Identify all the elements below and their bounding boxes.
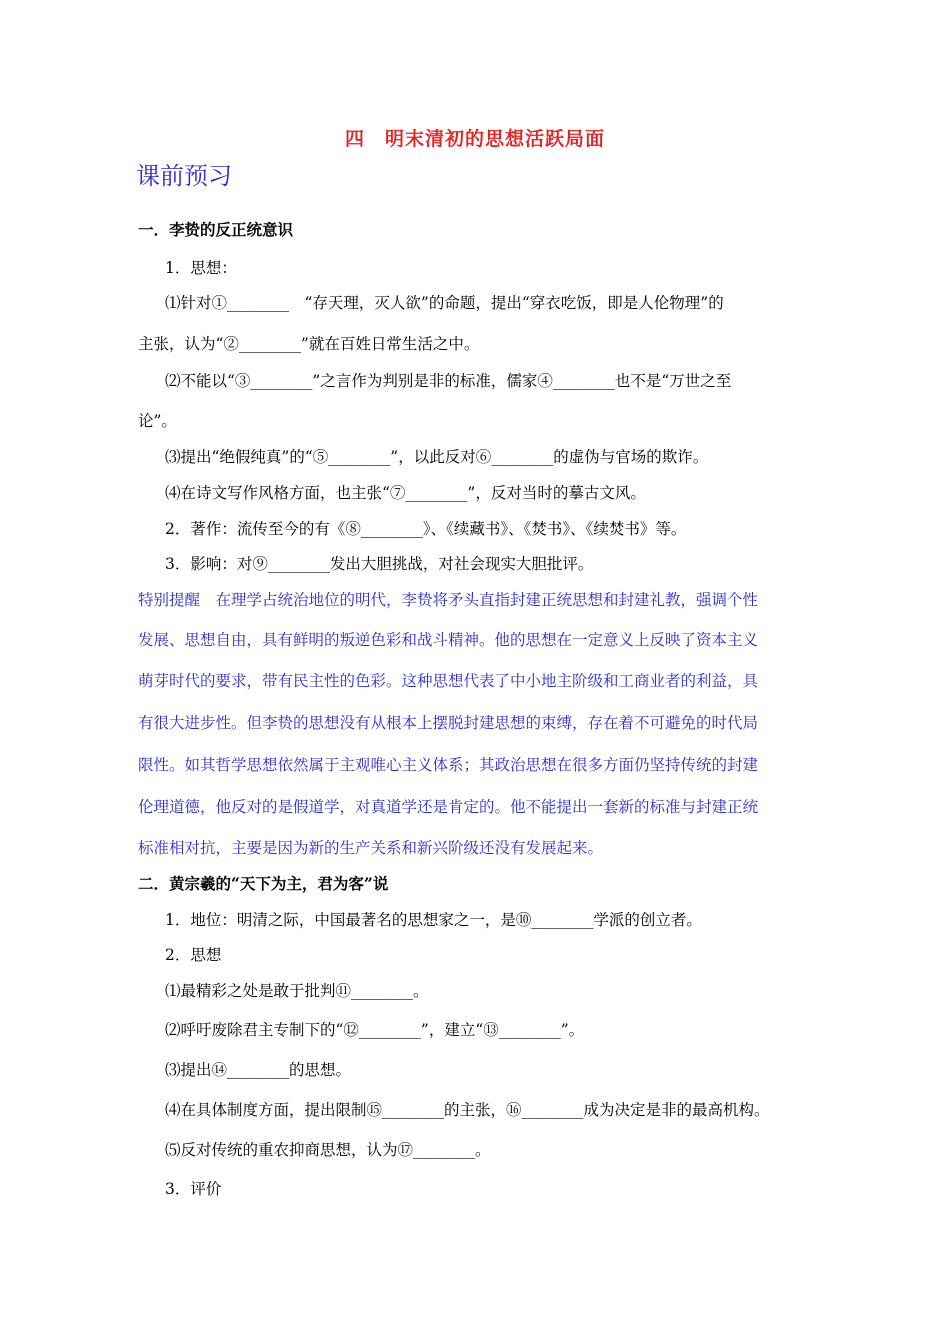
s1-p1-line2: 主张，认为“②________”就在百姓日常生活之中。 <box>138 335 480 353</box>
note-line: 发展、思想自由，具有鲜明的叛逆色彩和战斗精神。他的思想在一定意义上反映了资本主义 <box>138 631 759 649</box>
s1-p2-line1: ⑵不能以“③________”之言作为判别是非的标准，儒家④________也不是“万世之至 <box>165 372 732 390</box>
lesson-title: 四 明末清初的思想活跃局面 <box>344 128 605 150</box>
s2-p2: ⑵呼吁废除君主专制下的“⑫________”，建立“⑬________”。 <box>165 1021 585 1039</box>
s2-p5: ⑸反对传统的重农抑商思想，认为⑰________。 <box>165 1141 491 1159</box>
s2-p4: ⑷在具体制度方面，提出限制⑮________的主张，⑯________成为决定是非的最高机构。 <box>165 1101 770 1119</box>
note-line: 萌芽时代的要求，带有民主性的色彩。这种思想代表了中小地主阶级和工商业者的利益，具 <box>138 672 759 690</box>
s2-p1: ⑴最精彩之处是敢于批判⑪________。 <box>165 982 429 1000</box>
s1-item1-label: 1．思想： <box>165 259 237 277</box>
s2-item3-label: 3．评价 <box>165 1180 222 1198</box>
section1-heading: 一．李贽的反正统意识 <box>138 220 294 239</box>
s1-p1-line1: ⑴针对①________ “存天理，灭人欲”的命题，提出“穿衣吃饭，即是人伦物理”的 <box>165 294 724 312</box>
s1-item3: 3．影响：对⑨________发出大胆挑战，对社会现实大胆批评。 <box>165 555 594 573</box>
note-line: 限性。如其哲学思想依然属于主观唯心主义体系；其政治思想在很多方面仍坚持传统的封建 <box>138 756 759 774</box>
note-line: 伦理道德，他反对的是假道学，对真道学还是肯定的。他不能提出一套新的标准与封建正统 <box>138 798 759 816</box>
s2-item2-label: 2．思想 <box>165 946 222 964</box>
s2-item1: 1．地位：明清之际，中国最著名的思想家之一，是⑩________学派的创立者。 <box>165 911 702 929</box>
s1-p4: ⑷在诗文写作风格方面，也主张“⑦________”，反对当时的摹古文风。 <box>165 484 646 502</box>
s2-p3: ⑶提出⑭________的思想。 <box>165 1061 352 1079</box>
preview-subtitle: 课前预习 <box>136 162 232 190</box>
s1-item2: 2．著作：流传至今的有《⑧________》、《续藏书》、《焚书》、《续焚书》等。 <box>165 520 687 538</box>
note-line: 特别提醒 在理学占统治地位的明代，李贽将矛头直指封建正统思想和封建礼教，强调个性 <box>138 591 759 609</box>
s1-p2-line2: 论”。 <box>138 412 177 430</box>
note-line: 标准相对抗，主要是因为新的生产关系和新兴阶级还没有发展起来。 <box>138 839 604 857</box>
note-line: 有很大进步性。但李贽的思想没有从根本上摆脱封建思想的束缚，存在着不可避免的时代局 <box>138 714 759 732</box>
section2-heading: 二．黄宗羲的“天下为主，君为客”说 <box>138 874 389 893</box>
s1-p3: ⑶提出“绝假纯真”的“⑤________”，以此反对⑥________的虚伪与官场的欺诈。 <box>165 448 709 466</box>
